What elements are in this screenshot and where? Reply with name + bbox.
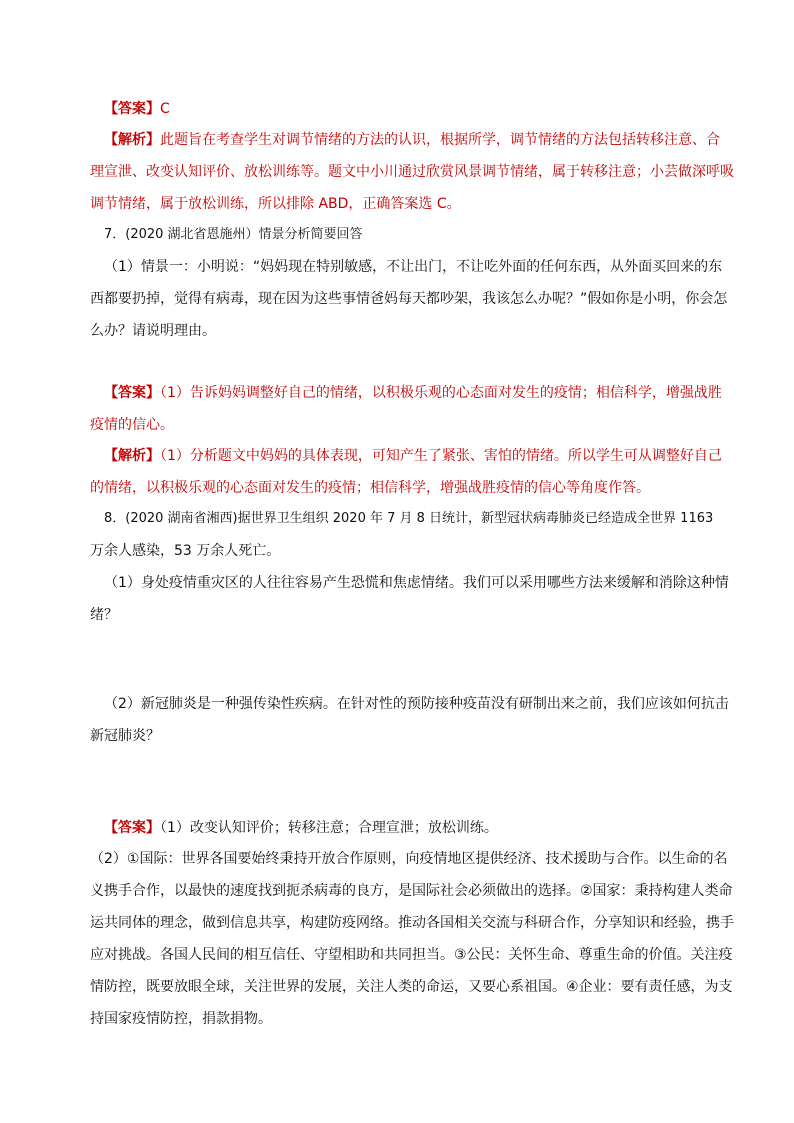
question-8-sub1: （1）身处疫情重灾区的人往往容易产生恐慌和焦虑情绪。我们可以采用哪些方法来缓解和消除这种情 bbox=[104, 575, 729, 591]
question-8-title: 万余人感染，53 万余人死亡。 bbox=[90, 543, 281, 559]
analysis-label: 【解析】 bbox=[104, 448, 160, 464]
question-7-text: 西都要扔掉，觉得有病毒，现在因为这些事情爸妈每天都吵架，我该怎么办呢？”假如你是小明，你会怎 bbox=[90, 291, 728, 307]
analysis-label: 【解析】 bbox=[104, 132, 160, 148]
answer-text: 疫情的信心。 bbox=[90, 417, 174, 433]
answer-text: 运共同体的理念，做到信息共享，构建防疫网络。推动各国相关交流与科研合作，分享知识和经验，携手 bbox=[90, 915, 734, 931]
analysis-text: 理宣泄、改变认知评价、放松训练等。题文中小川通过欣赏风景调节情绪，属于转移注意；小芸做深呼吸 bbox=[90, 164, 734, 180]
answer-text: 义携手合作，以最快的速度找到扼杀病毒的良方，是国际社会必须做出的选择。②国家：秉持构建人类命 bbox=[90, 883, 733, 899]
question-7-text: （1）情景一：小明说：“妈妈现在特别敏感，不让出门，不让吃外面的任何东西，从外面买回来的东 bbox=[104, 259, 723, 275]
answer-text: （2）①国际：世界各国要始终秉持开放合作原则，向疫情地区提供经济、技术援助与合作。以生命的名 bbox=[90, 851, 728, 867]
analysis-text: 的情绪，以积极乐观的心态面对发生的疫情；相信科学，增强战胜疫情的信心等角度作答。 bbox=[90, 480, 650, 496]
answer-line bbox=[104, 383, 722, 403]
analysis-line bbox=[104, 446, 722, 466]
answer-text: （1）告诉妈妈调整好自己的情绪，以积极乐观的心态面对发生的疫情；相信科学，增强战胜 bbox=[160, 385, 722, 401]
question-8-sub1: 绪？ bbox=[90, 607, 118, 623]
answer-text: （1）改变认知评价；转移注意；合理宣泄；放松训练。 bbox=[160, 820, 498, 836]
answer-label: 【答案】 bbox=[104, 101, 160, 117]
analysis-text: （1）分析题文中妈妈的具体表现，可知产生了紧张、害怕的情绪。所以学生可从调整好自己 bbox=[160, 448, 722, 464]
question-7-title: 7．(2020 湖北省恩施州）情景分析简要回答 bbox=[104, 227, 363, 242]
answer-value: C bbox=[160, 101, 170, 117]
answer-line bbox=[104, 818, 498, 838]
answer-line bbox=[104, 99, 170, 119]
answer-text: 持国家疫情防控，捐款捐物。 bbox=[90, 1011, 272, 1027]
answer-label: 【答案】 bbox=[104, 820, 160, 836]
question-8-sub2: 新冠肺炎？ bbox=[90, 728, 160, 744]
question-8-title: 8．(2020 湖南省湘西)据世界卫生组织 2020 年 7 月 8 日统计，新型冠状病毒肺炎已经造成全世界 1163 bbox=[104, 511, 714, 526]
analysis-line bbox=[104, 130, 720, 150]
analysis-text: 调节情绪，属于放松训练，所以排除 ABD，正确答案选 C。 bbox=[90, 196, 461, 212]
answer-text: 应对挑战。各国人民间的相互信任、守望相助和共同担当。③公民：关怀生命、尊重生命的价值。关注疫 bbox=[90, 947, 733, 963]
question-8-sub2: （2）新冠肺炎是一种强传染性疾病。在针对性的预防接种疫苗没有研制出来之前，我们应该如何抗击 bbox=[104, 696, 729, 712]
answer-text: 情防控，既要放眼全球，关注世界的发展，关注人类的命运，又要心系祖国。④企业：要有责任感，为支 bbox=[90, 979, 733, 995]
question-7-text: 么办？请说明理由。 bbox=[90, 323, 216, 339]
answer-label: 【答案】 bbox=[104, 385, 160, 401]
analysis-text: 此题旨在考查学生对调节情绪的方法的认识，根据所学，调节情绪的方法包括转移注意、合 bbox=[160, 132, 720, 148]
